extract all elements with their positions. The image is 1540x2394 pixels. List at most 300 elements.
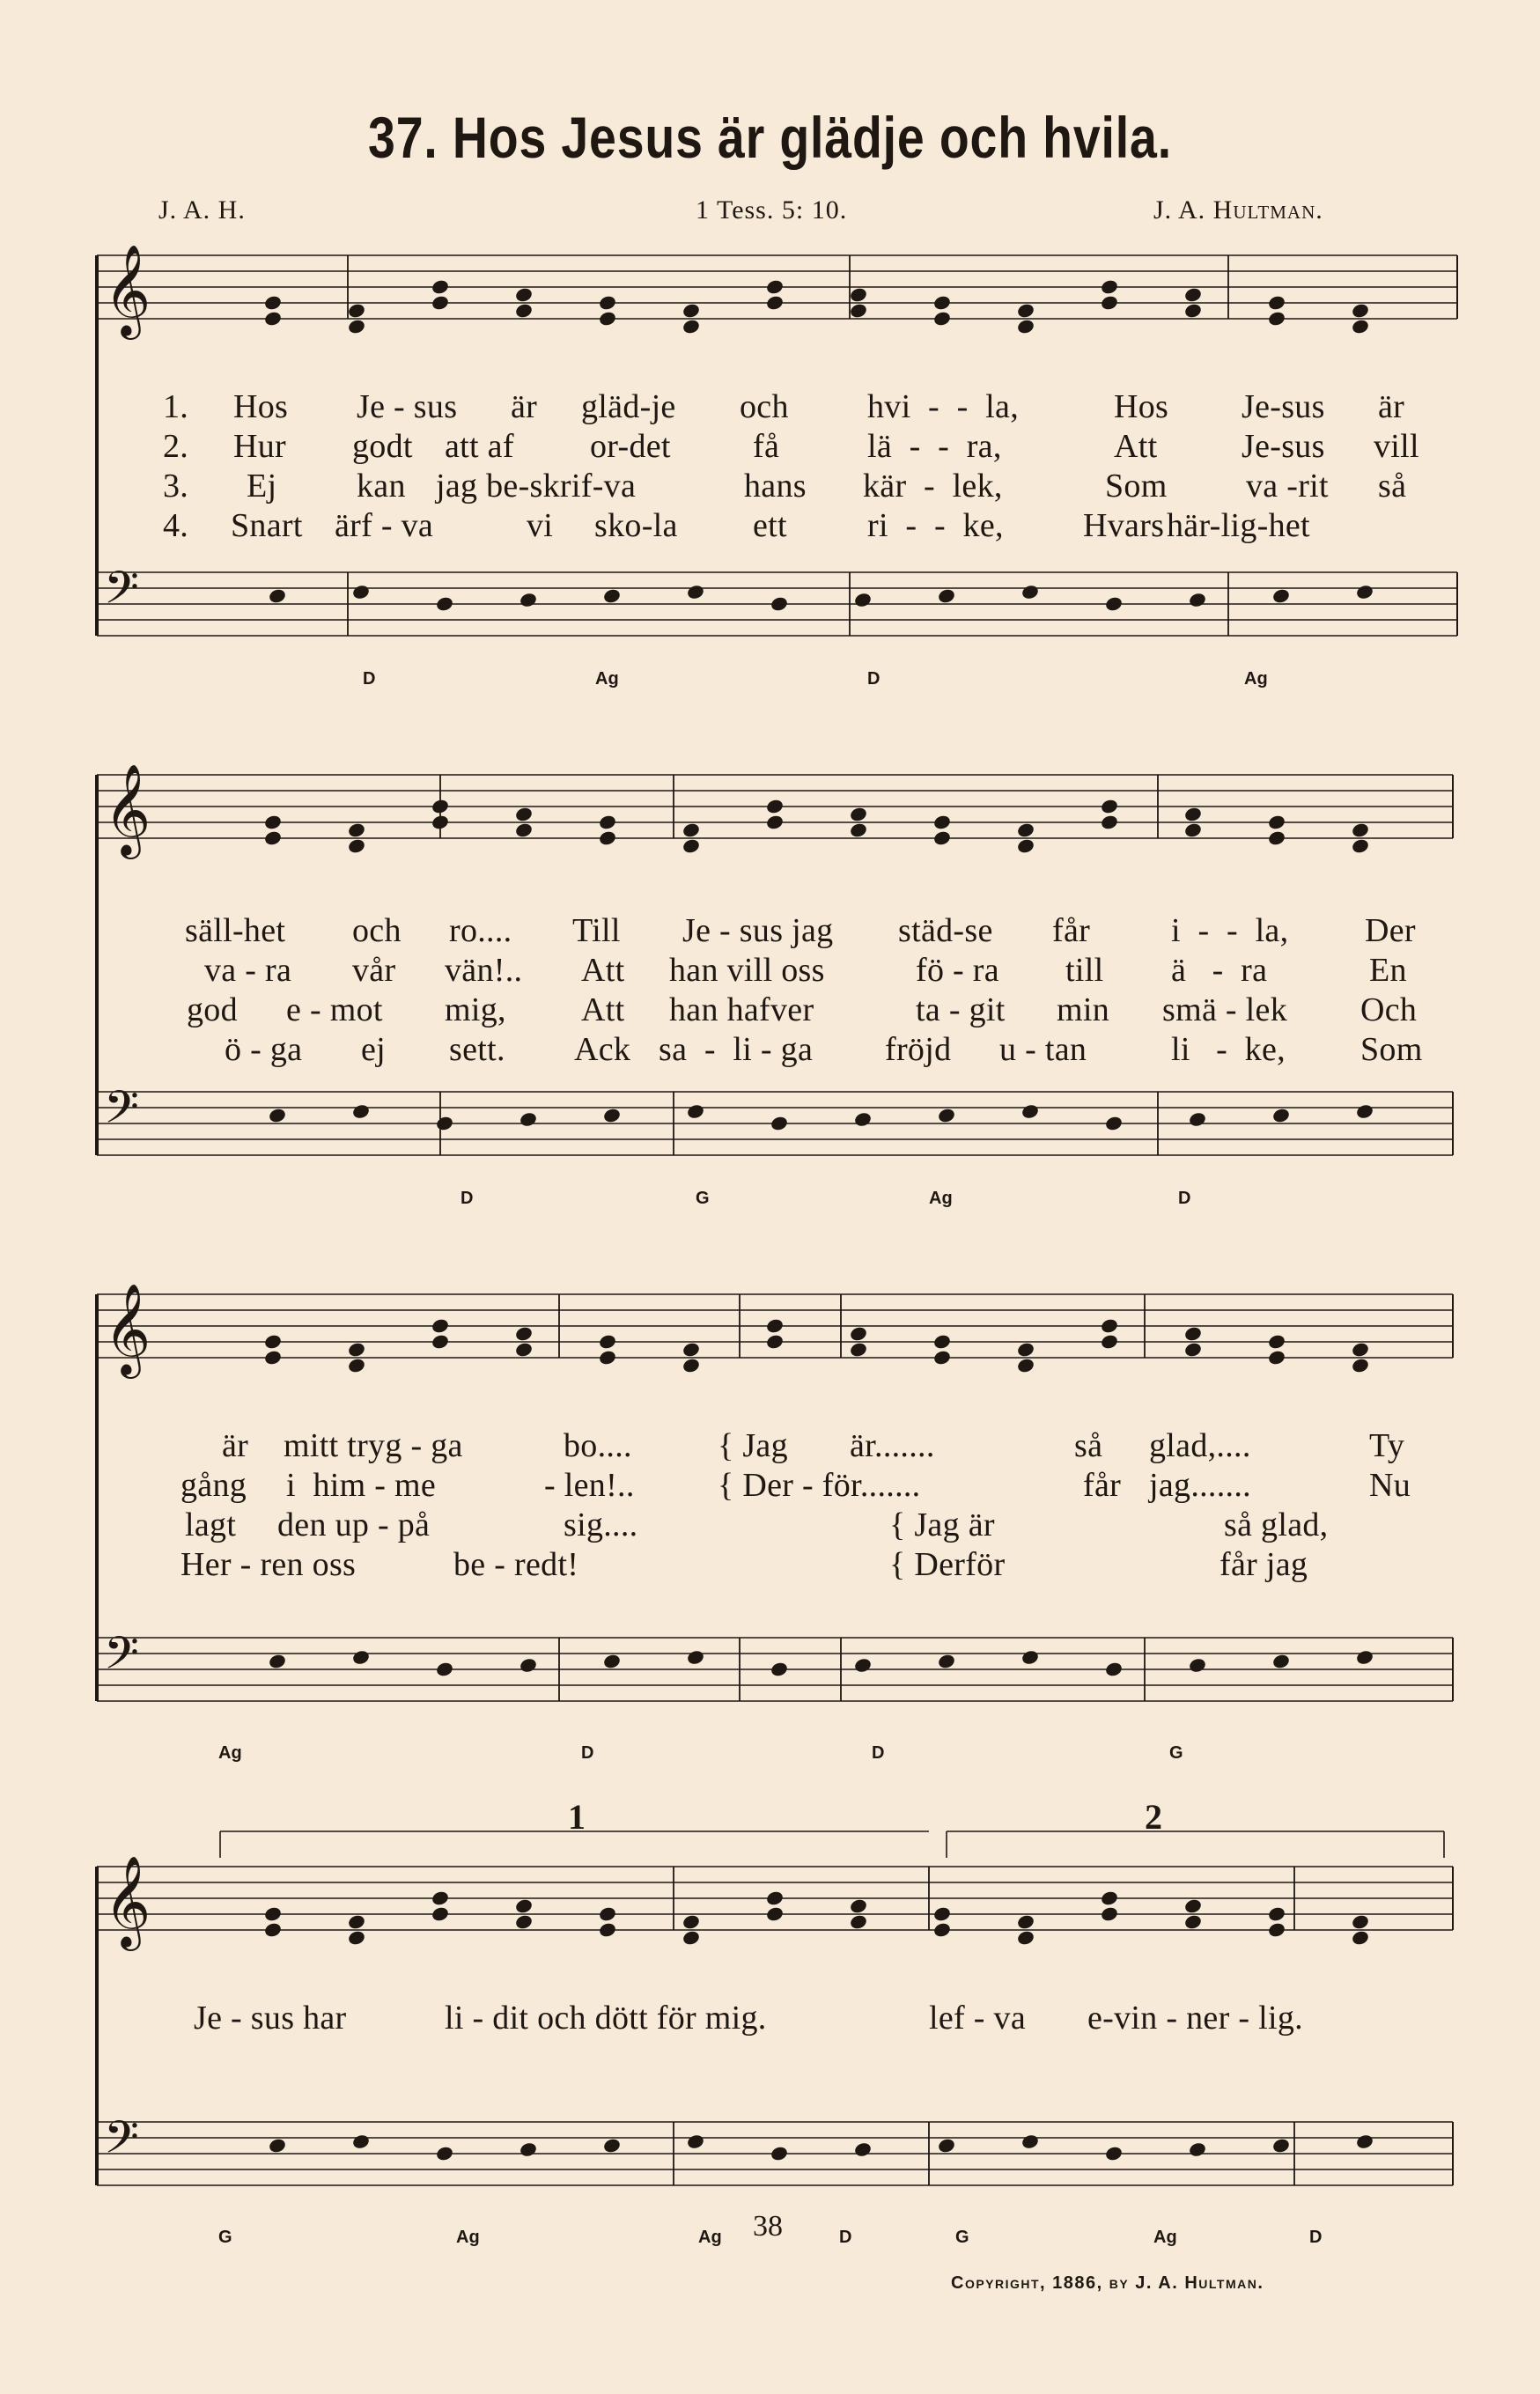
note-head <box>268 2137 287 2154</box>
lyric-syllable: vill <box>1374 428 1419 465</box>
lyric-syllable: jag be-skrif-va <box>436 468 637 505</box>
note-head <box>598 1333 617 1350</box>
lyric-syllable: Till <box>572 912 621 949</box>
note-head <box>1100 1905 1119 1922</box>
bass-clef-icon: 𝄢 <box>104 561 139 625</box>
chord-label: D <box>363 669 376 689</box>
note-head <box>932 1921 952 1938</box>
treble-clef-icon: 𝄞 <box>104 244 151 336</box>
note-head <box>431 1333 450 1350</box>
lyric-syllable: Som <box>1360 1031 1423 1068</box>
note-head <box>431 1905 450 1922</box>
note-head <box>1183 806 1203 822</box>
page-number: 38 <box>753 2210 783 2243</box>
lyric-syllable: Hos <box>1114 388 1169 425</box>
chord-label: Ag <box>929 1189 953 1208</box>
lyric-verse-number: 4. <box>163 507 189 544</box>
chord-label: D <box>581 1743 594 1763</box>
lyric-verse-number: 2. <box>163 428 189 465</box>
note-head <box>514 806 534 822</box>
note-head <box>1183 1913 1203 1930</box>
copyright-notice: Copyright, 1886, by J. A. Hultman. <box>951 2273 1264 2293</box>
note-head <box>435 595 454 612</box>
note-head <box>268 1653 287 1669</box>
lyric-syllable: Att <box>581 952 625 989</box>
note-head <box>431 814 450 830</box>
note-head <box>1351 302 1370 319</box>
note-head <box>853 1657 873 1674</box>
note-head <box>435 1661 454 1677</box>
note-head <box>1016 1357 1035 1374</box>
note-head <box>1271 587 1291 604</box>
note-head <box>1104 1661 1124 1677</box>
note-head <box>770 2145 789 2162</box>
note-head <box>1021 584 1040 600</box>
note-head <box>1355 1103 1374 1120</box>
chord-label: D <box>1178 1189 1191 1208</box>
bass-clef-icon: 𝄢 <box>104 2110 139 2175</box>
note-head <box>682 821 701 838</box>
lyric-syllable: här-lig-het <box>1167 507 1310 544</box>
note-head <box>1183 286 1203 303</box>
note-head <box>347 1357 366 1374</box>
note-head <box>431 1317 450 1334</box>
lyric-syllable: smä - lek <box>1162 991 1287 1028</box>
note-head <box>849 1325 868 1342</box>
note-head <box>598 1921 617 1938</box>
lyric-syllable: är <box>511 388 538 425</box>
note-head <box>1183 1325 1203 1342</box>
note-head <box>682 302 701 319</box>
note-head <box>1271 1107 1291 1123</box>
lyric-syllable: li - ke, <box>1171 1031 1286 1068</box>
note-head <box>263 1921 283 1938</box>
lyric-syllable: så <box>1074 1427 1103 1464</box>
lyric-syllable: bo.... <box>564 1427 632 1464</box>
note-head <box>347 318 366 335</box>
note-head <box>1267 1333 1286 1350</box>
lyric-verse-number: 3. <box>163 468 189 505</box>
chord-label: Ag <box>595 669 619 689</box>
note-head <box>1188 1657 1207 1674</box>
note-head <box>602 587 622 604</box>
note-head <box>435 2145 454 2162</box>
note-head <box>682 318 701 335</box>
note-head <box>1267 310 1286 327</box>
note-head <box>1016 318 1035 335</box>
note-head <box>686 584 705 600</box>
note-head <box>1267 1905 1286 1922</box>
note-head <box>514 1897 534 1914</box>
lyric-syllable: får <box>1052 912 1091 949</box>
note-head <box>351 1103 371 1120</box>
note-head <box>268 587 287 604</box>
chord-label: Ag <box>1153 2228 1177 2247</box>
note-head <box>1100 798 1119 814</box>
note-head <box>686 1103 705 1120</box>
note-head <box>1016 302 1035 319</box>
lyric-syllable: vän!.. <box>445 952 523 989</box>
note-head <box>1351 1357 1370 1374</box>
note-head <box>932 814 952 830</box>
note-head <box>853 2141 873 2158</box>
note-head <box>519 2141 538 2158</box>
lyric-syllable: Der <box>1365 912 1416 949</box>
note-head <box>1100 1333 1119 1350</box>
lyric-syllable: e-vin - ner - lig. <box>1087 2000 1303 2037</box>
chord-label: G <box>218 2228 232 2247</box>
note-head <box>849 1913 868 1930</box>
treble-clef-icon: 𝄞 <box>104 1855 151 1948</box>
note-head <box>602 1653 622 1669</box>
lyric-syllable: i him - me <box>286 1467 437 1504</box>
lyric-syllable: sig.... <box>564 1506 638 1543</box>
lyric-syllable: or-det <box>590 428 671 465</box>
lyric-syllable: mig, <box>445 991 506 1028</box>
second-ending-label: 2 <box>1145 1797 1163 1837</box>
note-head <box>431 798 450 814</box>
lyric-syllable: ej <box>361 1031 387 1068</box>
note-head <box>682 1341 701 1358</box>
lyric-syllable: li - dit och dött för mig. <box>445 2000 767 2037</box>
note-head <box>514 302 534 319</box>
note-head <box>351 2133 371 2150</box>
lyric-syllable: sko-la <box>594 507 678 544</box>
bass-clef-icon: 𝄢 <box>104 1626 139 1691</box>
lyric-syllable: och <box>352 912 402 949</box>
note-head <box>937 1107 956 1123</box>
note-head <box>1100 1889 1119 1906</box>
chord-label: D <box>839 2228 852 2247</box>
hymn-title: 37. Hos Jesus är glädje och hvila. <box>368 105 1172 170</box>
note-head <box>1188 1111 1207 1128</box>
lyric-syllable: Nu <box>1369 1467 1411 1504</box>
lyric-syllable: ö - ga <box>225 1031 303 1068</box>
note-head <box>268 1107 287 1123</box>
lyric-syllable: { Der - för....... <box>718 1467 921 1504</box>
note-head <box>1355 584 1374 600</box>
note-head <box>1351 1341 1370 1358</box>
note-head <box>686 1649 705 1666</box>
note-head <box>347 1913 366 1930</box>
note-head <box>765 294 785 311</box>
note-head <box>263 1333 283 1350</box>
note-head <box>431 278 450 295</box>
chord-label: Ag <box>456 2228 480 2247</box>
note-head <box>770 1115 789 1131</box>
lyric-syllable: ä - ra <box>1171 952 1268 989</box>
note-head <box>1021 1103 1040 1120</box>
chord-label: Ag <box>1244 669 1268 689</box>
bass-clef-icon: 𝄢 <box>104 1080 139 1145</box>
lyric-syllable: Att <box>1114 428 1158 465</box>
note-head <box>1100 1317 1119 1334</box>
chord-label: G <box>696 1189 710 1208</box>
lyric-syllable: att af <box>445 428 514 465</box>
note-head <box>682 1929 701 1946</box>
lyric-syllable: ett <box>753 507 787 544</box>
composer-credit: J. A. Hultman. <box>1153 195 1323 225</box>
lyric-syllable: är <box>1378 388 1405 425</box>
note-head <box>849 286 868 303</box>
note-head <box>519 1657 538 1674</box>
note-head <box>1104 1115 1124 1131</box>
lyric-syllable: hvi - - la, <box>867 388 1019 425</box>
note-head <box>937 1653 956 1669</box>
lyric-syllable: jag....... <box>1149 1467 1251 1504</box>
note-head <box>849 1897 868 1914</box>
lyric-syllable: { Jag är <box>889 1506 995 1543</box>
note-head <box>1016 1929 1035 1946</box>
scripture-reference: 1 Tess. 5: 10. <box>696 195 848 225</box>
note-head <box>1100 278 1119 295</box>
lyric-syllable: fröjd <box>885 1031 952 1068</box>
note-head <box>1267 1349 1286 1366</box>
note-head <box>598 310 617 327</box>
note-head <box>770 595 789 612</box>
chord-label: D <box>867 669 881 689</box>
chord-label: Ag <box>698 2228 722 2247</box>
note-head <box>932 1333 952 1350</box>
treble-clef-icon: 𝄞 <box>104 763 151 856</box>
lyric-syllable: så glad, <box>1224 1506 1329 1543</box>
note-head <box>347 1341 366 1358</box>
lyric-syllable: säll-het <box>185 912 286 949</box>
note-head <box>1351 1913 1370 1930</box>
chord-label: G <box>1169 1743 1183 1763</box>
note-head <box>519 592 538 608</box>
note-head <box>1016 1341 1035 1358</box>
lyric-syllable: fö - ra <box>916 952 999 989</box>
lyric-syllable: Ty <box>1369 1427 1405 1464</box>
note-head <box>765 798 785 814</box>
note-head <box>853 1111 873 1128</box>
note-head <box>1267 294 1286 311</box>
note-head <box>347 302 366 319</box>
note-head <box>347 1929 366 1946</box>
chord-label: D <box>1309 2228 1323 2247</box>
note-head <box>932 310 952 327</box>
note-head <box>932 294 952 311</box>
treble-clef-icon: 𝄞 <box>104 1283 151 1375</box>
lyric-syllable: får jag <box>1219 1546 1308 1583</box>
lyric-syllable: Je - sus <box>357 388 458 425</box>
lyric-syllable: god <box>187 991 238 1028</box>
note-head <box>682 837 701 854</box>
note-head <box>1351 318 1370 335</box>
note-head <box>765 1905 785 1922</box>
lyric-syllable: han hafver <box>669 991 814 1028</box>
lyric-syllable: kär - lek, <box>863 468 1003 505</box>
note-head <box>1104 2145 1124 2162</box>
note-head <box>1104 595 1124 612</box>
note-head <box>263 310 283 327</box>
note-head <box>1021 2133 1040 2150</box>
lyric-syllable: kan <box>357 468 406 505</box>
note-head <box>263 294 283 311</box>
lyric-syllable: Ack <box>574 1031 631 1068</box>
chord-label: D <box>461 1189 474 1208</box>
lyric-syllable: gläd-je <box>581 388 676 425</box>
lyric-syllable: får <box>1083 1467 1122 1504</box>
note-head <box>1351 837 1370 854</box>
note-head <box>932 1905 952 1922</box>
note-head <box>263 814 283 830</box>
note-head <box>1016 837 1035 854</box>
lyric-syllable: är....... <box>850 1427 935 1464</box>
lyric-syllable: hans <box>744 468 807 505</box>
note-head <box>1351 821 1370 838</box>
note-head <box>431 294 450 311</box>
note-head <box>1100 294 1119 311</box>
note-head <box>1183 1341 1203 1358</box>
note-head <box>1021 1649 1040 1666</box>
note-head <box>598 1349 617 1366</box>
lyric-syllable: Snart <box>231 507 303 544</box>
lyric-syllable: glad,.... <box>1149 1427 1251 1464</box>
note-head <box>849 1341 868 1358</box>
note-head <box>263 829 283 846</box>
note-head <box>431 1889 450 1906</box>
lyric-syllable: Hur <box>233 428 286 465</box>
note-head <box>602 2137 622 2154</box>
lyric-syllable: Je-sus <box>1242 388 1325 425</box>
note-head <box>514 1341 534 1358</box>
note-head <box>937 2137 956 2154</box>
lyric-syllable: Att <box>581 991 625 1028</box>
chord-label: D <box>872 1743 885 1763</box>
note-head <box>351 1649 371 1666</box>
note-head <box>932 829 952 846</box>
note-head <box>1355 2133 1374 2150</box>
note-head <box>1355 1649 1374 1666</box>
lyric-syllable: Ej <box>247 468 277 505</box>
author-credit: J. A. H. <box>158 195 246 225</box>
lyric-syllable: Je-sus <box>1242 428 1325 465</box>
lyric-syllable: så <box>1378 468 1407 505</box>
first-ending-label: 1 <box>568 1797 586 1837</box>
note-head <box>519 1111 538 1128</box>
lyric-syllable: han vill oss <box>669 952 825 989</box>
lyric-syllable: ro.... <box>449 912 512 949</box>
lyric-syllable: vi <box>527 507 554 544</box>
note-head <box>1100 814 1119 830</box>
note-head <box>263 1905 283 1922</box>
chord-label: G <box>955 2228 969 2247</box>
note-head <box>849 821 868 838</box>
lyric-syllable: sett. <box>449 1031 505 1068</box>
lyric-syllable: Hos <box>233 388 289 425</box>
note-head <box>1016 1913 1035 1930</box>
lyric-syllable: Her - ren oss <box>181 1546 357 1583</box>
lyric-syllable: Je - sus har <box>194 2000 347 2037</box>
note-head <box>1183 821 1203 838</box>
note-head <box>1271 2137 1291 2154</box>
note-head <box>1016 821 1035 838</box>
note-head <box>932 1349 952 1366</box>
lyric-syllable: min <box>1057 991 1110 1028</box>
note-head <box>1351 1929 1370 1946</box>
note-head <box>598 829 617 846</box>
note-head <box>514 1913 534 1930</box>
note-head <box>849 302 868 319</box>
lyric-syllable: sa - li - ga <box>659 1031 814 1068</box>
note-head <box>853 592 873 608</box>
note-head <box>1267 829 1286 846</box>
note-head <box>937 587 956 604</box>
lyric-syllable: En <box>1369 952 1407 989</box>
note-head <box>351 584 371 600</box>
lyric-syllable: till <box>1065 952 1104 989</box>
lyric-syllable: är <box>222 1427 249 1464</box>
lyric-syllable: va - ra <box>204 952 292 989</box>
lyric-syllable: lä - - ra, <box>867 428 1002 465</box>
note-head <box>765 1317 785 1334</box>
note-head <box>598 1905 617 1922</box>
lyric-syllable: i - - la, <box>1171 912 1289 949</box>
note-head <box>770 1661 789 1677</box>
lyric-syllable: städ-se <box>898 912 993 949</box>
lyric-syllable: va -rit <box>1246 468 1329 505</box>
lyric-syllable: be - redt! <box>453 1546 579 1583</box>
note-head <box>347 821 366 838</box>
lyric-syllable: { Jag <box>718 1427 788 1464</box>
note-head <box>598 814 617 830</box>
lyric-syllable: u - tan <box>999 1031 1087 1068</box>
lyric-syllable: e - mot <box>286 991 383 1028</box>
lyric-syllable: ärf - va <box>335 507 434 544</box>
lyric-syllable: Je - sus jag <box>682 912 834 949</box>
note-head <box>602 1107 622 1123</box>
lyric-syllable: godt <box>352 428 413 465</box>
chord-label: Ag <box>218 1743 242 1763</box>
lyric-syllable: ta - git <box>916 991 1006 1028</box>
lyric-syllable: Hvars <box>1083 507 1165 544</box>
note-head <box>686 2133 705 2150</box>
note-head <box>1188 2141 1207 2158</box>
lyric-syllable: - len!.. <box>544 1467 635 1504</box>
note-head <box>1183 1897 1203 1914</box>
note-head <box>682 1357 701 1374</box>
note-head <box>1183 302 1203 319</box>
lyric-syllable: Som <box>1105 468 1168 505</box>
lyric-syllable: och <box>740 388 789 425</box>
note-head <box>682 1913 701 1930</box>
lyric-syllable: { Derför <box>889 1546 1006 1583</box>
lyric-syllable: ri - - ke, <box>867 507 1004 544</box>
note-head <box>514 286 534 303</box>
note-head <box>849 806 868 822</box>
note-head <box>765 1333 785 1350</box>
note-head <box>1267 1921 1286 1938</box>
lyric-syllable: mitt tryg - ga <box>284 1427 463 1464</box>
lyric-syllable: få <box>753 428 780 465</box>
note-head <box>435 1115 454 1131</box>
note-head <box>514 1325 534 1342</box>
note-head <box>263 1349 283 1366</box>
lyric-syllable: Och <box>1360 991 1418 1028</box>
lyric-syllable: vår <box>352 952 396 989</box>
note-head <box>1271 1653 1291 1669</box>
note-head <box>765 814 785 830</box>
lyric-syllable: gång <box>181 1467 247 1504</box>
note-head <box>1188 592 1207 608</box>
lyric-syllable: den up - på <box>277 1506 431 1543</box>
note-head <box>347 837 366 854</box>
note-head <box>1267 814 1286 830</box>
note-head <box>514 821 534 838</box>
lyric-syllable: lagt <box>185 1506 237 1543</box>
